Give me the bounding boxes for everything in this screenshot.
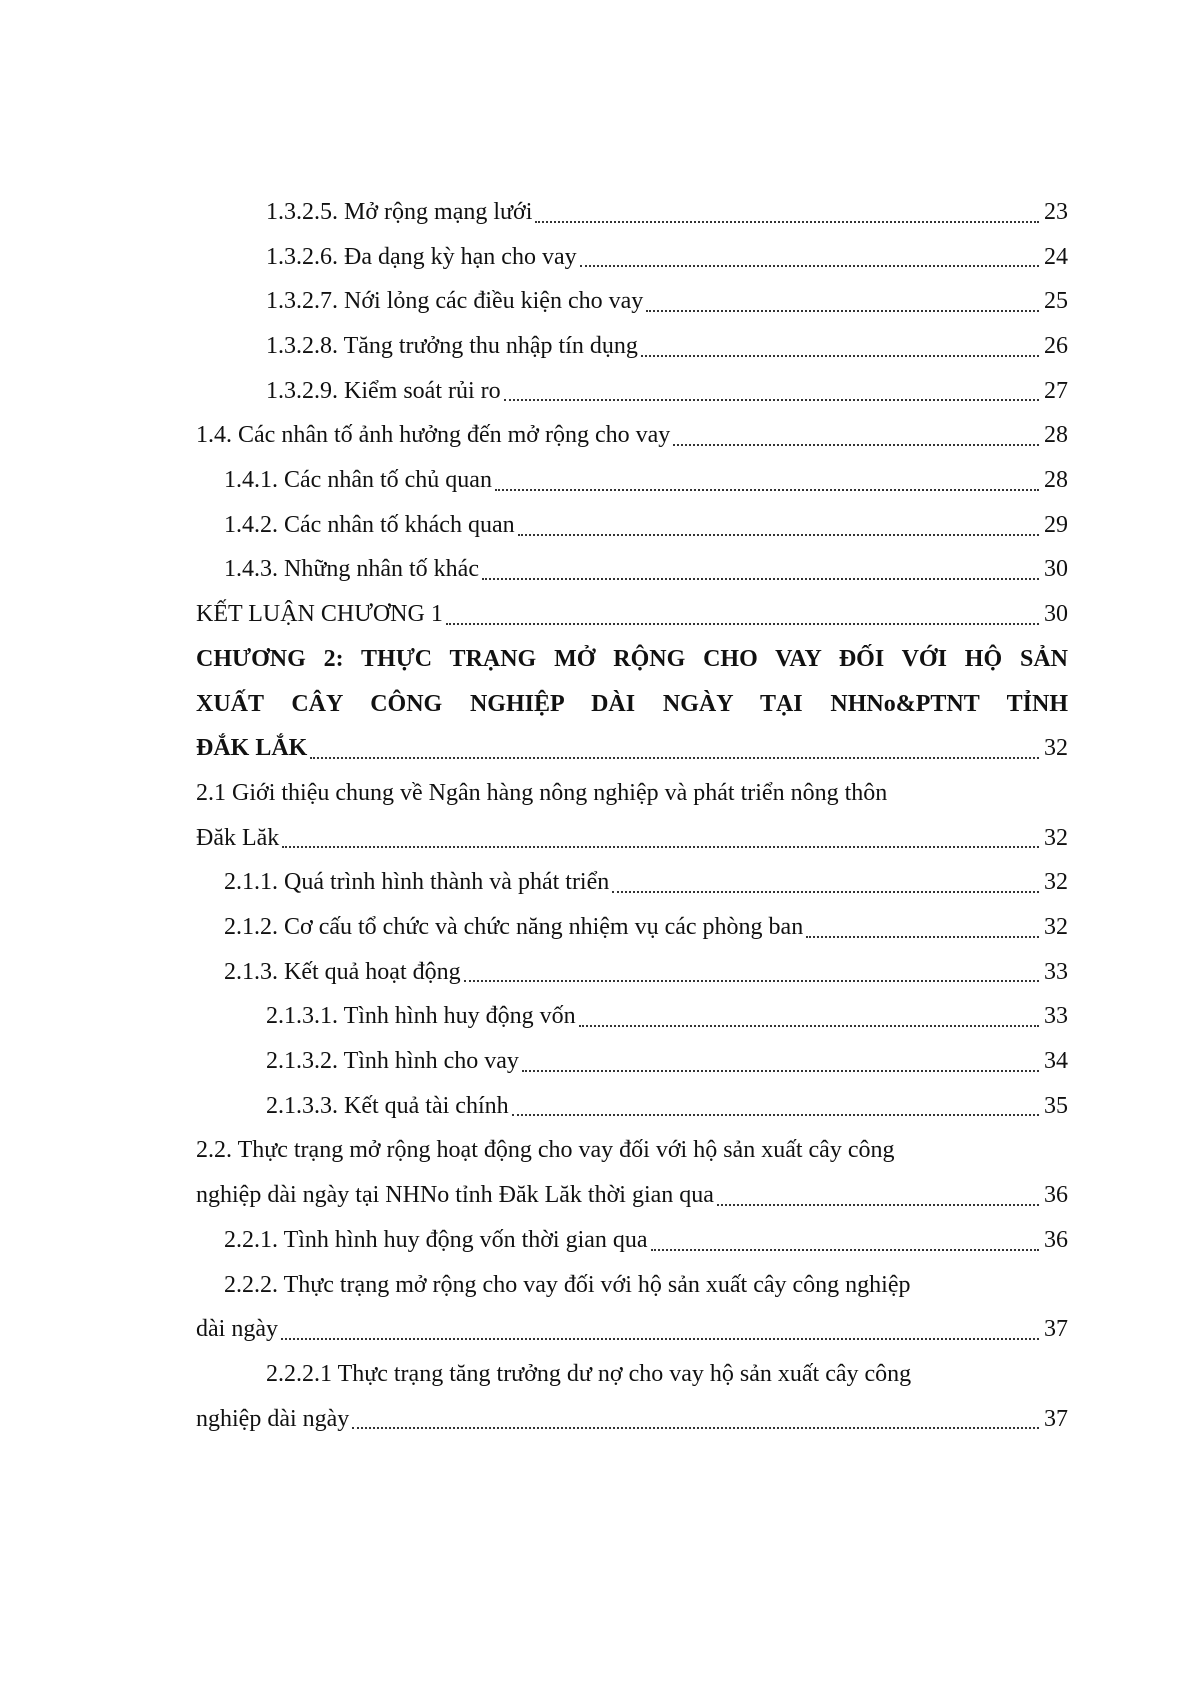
- toc-entry-title: dài ngày: [196, 1316, 278, 1343]
- toc-entry-title: 1.4. Các nhân tố ảnh hưởng đến mở rộng cho vay: [196, 422, 671, 449]
- dot-leader: [310, 756, 1039, 759]
- dot-leader: [612, 890, 1039, 893]
- toc-entry: [196, 905, 1068, 950]
- toc-entry: [196, 950, 1068, 995]
- toc-entry-page: 37: [1044, 1316, 1068, 1343]
- toc-entry-title: 1.4.1. Các nhân tố chủ quan: [224, 467, 492, 494]
- dot-leader: [522, 1069, 1039, 1072]
- dot-leader: [518, 533, 1039, 536]
- dot-leader: [446, 622, 1039, 625]
- toc-entry: [196, 190, 1068, 235]
- toc-entry: [196, 1397, 1068, 1442]
- toc-entry-title: 1.4.3. Những nhân tố khác: [224, 556, 479, 583]
- toc-entry: [196, 1039, 1068, 1084]
- toc-entry-title: 2.1.2. Cơ cấu tổ chức và chức năng nhiệm vụ các phòng ban: [224, 913, 804, 940]
- toc-entry: [196, 1218, 1068, 1263]
- toc-entry: [196, 458, 1068, 503]
- toc-entry-title: 2.1 Giới thiệu chung về Ngân hàng nông nghiệp và phát triển nông thôn: [196, 779, 888, 806]
- toc-entry-line: [196, 1352, 1068, 1397]
- toc-entry-title: 2.2.2. Thực trạng mở rộng cho vay đối với hộ sản xuất cây công nghiệp: [224, 1271, 911, 1298]
- toc-entry-title: nghiệp dài ngày: [196, 1405, 350, 1432]
- toc-entry-line: [196, 1128, 1068, 1173]
- toc-entry-page: 35: [1044, 1092, 1068, 1119]
- toc-entry: [196, 503, 1068, 548]
- toc-entry-page: 30: [1044, 556, 1068, 583]
- toc-entry: [196, 235, 1068, 280]
- toc-entry-page: 28: [1044, 467, 1068, 494]
- toc-entry-page: 33: [1044, 1003, 1068, 1030]
- toc-entry-page: 32: [1044, 913, 1068, 940]
- toc-entry-page: 32: [1044, 869, 1068, 896]
- toc-entry-title: 1.4.2. Các nhân tố khách quan: [224, 511, 515, 538]
- toc-entry-page: 30: [1044, 601, 1068, 628]
- toc-entry-title: 2.2. Thực trạng mở rộng hoạt động cho vay đối với hộ sản xuất cây công: [196, 1137, 895, 1164]
- dot-leader: [535, 220, 1039, 223]
- toc-entry: [196, 1173, 1068, 1218]
- toc-entry-page: 29: [1044, 511, 1068, 538]
- dot-leader: [512, 1113, 1039, 1116]
- toc-entry-page: 33: [1044, 958, 1068, 985]
- toc-entry-title: 2.1.1. Quá trình hình thành và phát triển: [224, 869, 610, 896]
- toc-entry-title: ĐẮK LẮK: [196, 735, 308, 762]
- toc-entry-title: 1.3.2.9. Kiểm soát rủi ro: [266, 377, 501, 404]
- toc-entry-page: 32: [1044, 735, 1068, 762]
- dot-leader: [717, 1203, 1039, 1206]
- dot-leader: [641, 354, 1039, 357]
- toc-entry-page: 25: [1044, 288, 1068, 315]
- toc-entry-page: 37: [1044, 1405, 1068, 1432]
- toc-entry: [196, 1307, 1068, 1352]
- toc-entry-page: 36: [1044, 1182, 1068, 1209]
- dot-leader: [464, 979, 1039, 982]
- toc-entry-page: 24: [1044, 243, 1068, 270]
- dot-leader: [651, 1248, 1039, 1251]
- toc-entry-page: 27: [1044, 377, 1068, 404]
- toc-entry-page: 26: [1044, 333, 1068, 360]
- toc-entry-title: 1.3.2.8. Tăng trưởng thu nhập tín dụng: [266, 333, 638, 360]
- toc-entry-title: 2.1.3.1. Tình hình huy động vốn: [266, 1003, 576, 1030]
- toc-entry-page: 34: [1044, 1048, 1068, 1075]
- toc-entry: [196, 548, 1068, 593]
- toc-entry-title: 1.3.2.5. Mở rộng mạng lưới: [266, 198, 533, 225]
- toc-entry-page: 28: [1044, 422, 1068, 449]
- toc-entry: [196, 726, 1068, 771]
- toc-entry: [196, 413, 1068, 458]
- toc-entry-page: 36: [1044, 1226, 1068, 1253]
- toc-entry: [196, 592, 1068, 637]
- toc-entry-title: 1.3.2.7. Nới lỏng các điều kiện cho vay: [266, 288, 644, 315]
- dot-leader: [579, 1024, 1039, 1027]
- toc-entry: [196, 324, 1068, 369]
- toc-entry-title: CHƯƠNG 2: THỰC TRẠNG MỞ RỘNG CHO VAY ĐỐI VỚI HỘ SẢN: [196, 645, 1068, 672]
- dot-leader: [806, 935, 1039, 938]
- dot-leader: [580, 264, 1039, 267]
- toc-entry-title: 1.3.2.6. Đa dạng kỳ hạn cho vay: [266, 243, 577, 270]
- dot-leader: [646, 309, 1039, 312]
- toc-entry-page: 32: [1044, 824, 1068, 851]
- toc-entry-title: nghiệp dài ngày tại NHNo tỉnh Đăk Lăk thời gian qua: [196, 1182, 714, 1209]
- toc-entry: [196, 816, 1068, 861]
- toc-entry-title: XUẤT CÂY CÔNG NGHIỆP DÀI NGÀY TẠI NHNo&PTNT TỈNH: [196, 690, 1068, 717]
- toc-entry-title: 2.1.3.3. Kết quả tài chính: [266, 1092, 509, 1119]
- toc-chapter-heading-line: [196, 682, 1068, 727]
- toc-entry: [196, 369, 1068, 414]
- dot-leader: [482, 577, 1039, 580]
- toc-entry-title: 2.2.2.1 Thực trạng tăng trưởng dư nợ cho vay hộ sản xuất cây công: [266, 1360, 912, 1387]
- toc-entry-title: 2.1.3.2. Tình hình cho vay: [266, 1048, 519, 1075]
- toc-entry-title: 2.2.1. Tình hình huy động vốn thời gian qua: [224, 1226, 648, 1253]
- toc-entry-title: KẾT LUẬN CHƯƠNG 1: [196, 601, 443, 628]
- toc-entry-line: [196, 771, 1068, 816]
- toc-entry-title: 2.1.3. Kết quả hoạt động: [224, 958, 461, 985]
- dot-leader: [495, 488, 1039, 491]
- dot-leader: [282, 845, 1039, 848]
- toc-entry: [196, 860, 1068, 905]
- table-of-contents: [196, 190, 1068, 1441]
- toc-entry: [196, 279, 1068, 324]
- dot-leader: [281, 1337, 1039, 1340]
- toc-chapter-heading-line: [196, 637, 1068, 682]
- toc-entry-title: Đăk Lăk: [196, 824, 280, 851]
- toc-entry-line: [196, 1263, 1068, 1308]
- toc-entry-page: 23: [1044, 198, 1068, 225]
- toc-entry: [196, 1084, 1068, 1129]
- dot-leader: [352, 1426, 1039, 1429]
- dot-leader: [504, 398, 1039, 401]
- dot-leader: [673, 443, 1039, 446]
- toc-entry: [196, 994, 1068, 1039]
